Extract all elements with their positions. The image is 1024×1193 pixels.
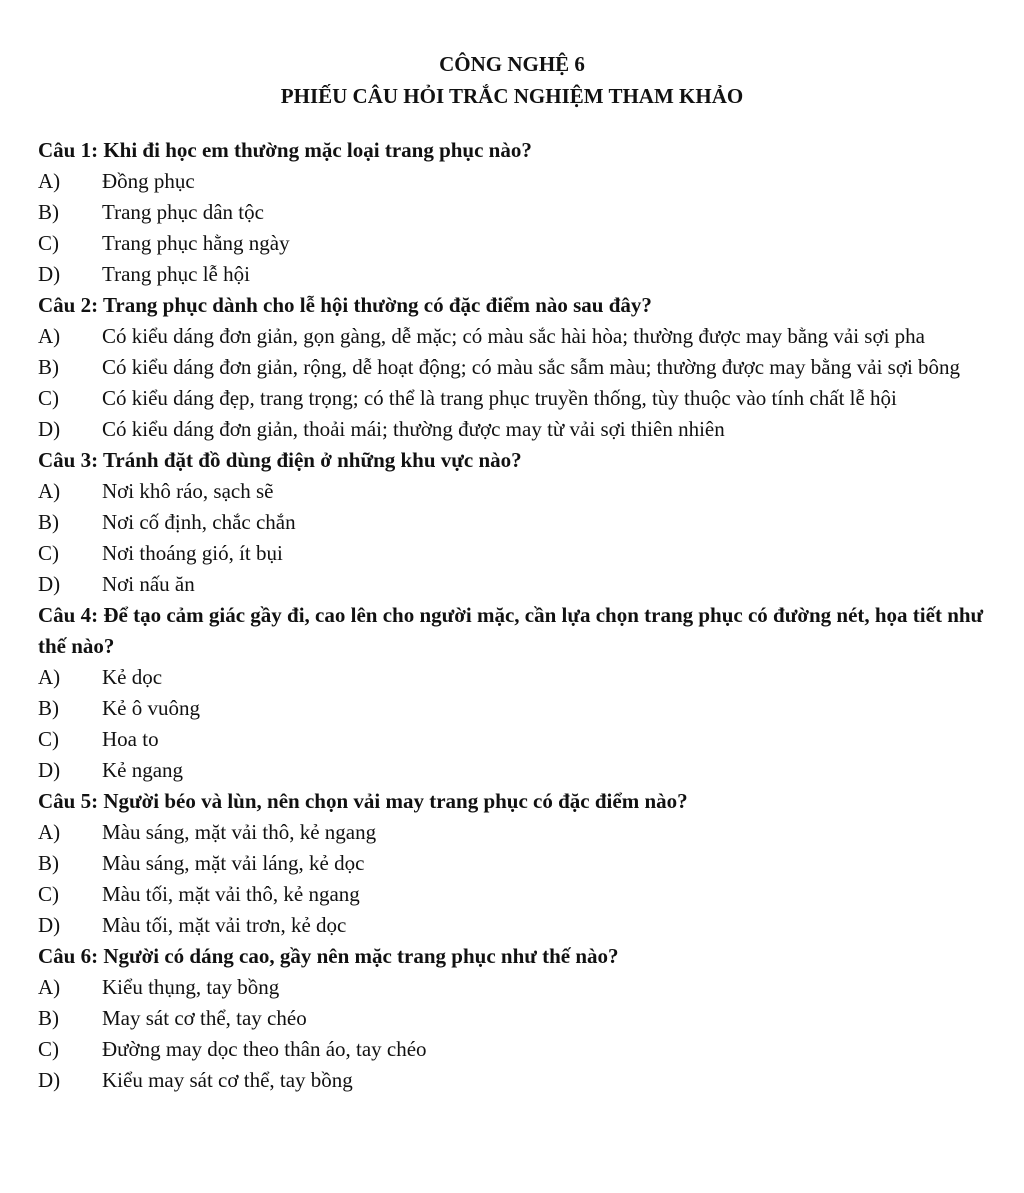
option-text: Kiểu thụng, tay bồng	[102, 975, 280, 999]
option-d	[38, 1065, 986, 1096]
option-letter: B)	[38, 510, 59, 534]
option-text: Có kiểu dáng đơn giản, rộng, dễ hoạt động; có màu sắc sẫm màu; thường được may bằng vải sợi bông	[102, 355, 961, 379]
option-text: Nơi cố định, chắc chắn	[102, 510, 296, 534]
option-text: Màu tối, mặt vải thô, kẻ ngang	[102, 882, 360, 906]
option-c	[38, 538, 986, 569]
option-d	[38, 910, 986, 941]
option-text: Kiểu may sát cơ thể, tay bồng	[102, 1068, 353, 1092]
option-c	[38, 228, 986, 259]
option-letter: C)	[38, 727, 59, 751]
option-text: Nơi thoáng gió, ít bụi	[102, 541, 283, 565]
option-text: Màu tối, mặt vải trơn, kẻ dọc	[102, 913, 347, 937]
option-letter: B)	[38, 696, 59, 720]
option-letter: A)	[38, 169, 61, 193]
question-4	[38, 600, 986, 786]
option-text: Kẻ ngang	[102, 758, 184, 782]
option-text: Nơi nấu ăn	[102, 572, 195, 596]
option-letter: B)	[38, 851, 59, 875]
option-text: May sát cơ thể, tay chéo	[102, 1006, 307, 1030]
option-d	[38, 569, 986, 600]
option-text: Trang phục lễ hội	[102, 262, 250, 286]
option-b	[38, 693, 986, 724]
option-d	[38, 259, 986, 290]
option-text: Nơi khô ráo, sạch sẽ	[102, 479, 274, 503]
question-label: Câu 3: Tránh đặt đồ dùng điện ở những khu vực nào?	[38, 448, 522, 472]
option-letter: B)	[38, 355, 59, 379]
option-letter: B)	[38, 1006, 59, 1030]
option-text: Có kiểu dáng đơn giản, gọn gàng, dễ mặc; có màu sắc hài hòa; thường được may bằng vải sợi pha	[102, 324, 925, 348]
question-2	[38, 290, 986, 445]
option-b	[38, 848, 986, 879]
option-a	[38, 166, 986, 197]
option-c	[38, 724, 986, 755]
option-letter: A)	[38, 665, 61, 689]
document-title: CÔNG NGHỆ 6	[439, 52, 585, 76]
option-letter: C)	[38, 1037, 59, 1061]
option-a	[38, 817, 986, 848]
option-letter: A)	[38, 479, 61, 503]
option-text: Màu sáng, mặt vải thô, kẻ ngang	[102, 820, 377, 844]
option-letter: A)	[38, 975, 61, 999]
option-d	[38, 755, 986, 786]
option-text: Trang phục dân tộc	[102, 200, 264, 224]
question-6	[38, 941, 986, 1096]
option-text: Hoa to	[102, 727, 159, 751]
question-label: Câu 6: Người có dáng cao, gầy nên mặc trang phục như thế nào?	[38, 944, 619, 968]
question-label: Câu 5: Người béo và lùn, nên chọn vải may trang phục có đặc điểm nào?	[38, 789, 688, 813]
option-letter: C)	[38, 231, 59, 255]
option-letter: D)	[38, 417, 61, 441]
option-a	[38, 321, 986, 352]
option-a	[38, 476, 986, 507]
option-b	[38, 197, 986, 228]
option-text: Có kiểu dáng đẹp, trang trọng; có thể là trang phục truyền thống, tùy thuộc vào tính chất lễ hội	[102, 386, 897, 410]
option-letter: B)	[38, 200, 59, 224]
document-subtitle: PHIẾU CÂU HỎI TRẮC NGHIỆM THAM KHẢO	[280, 84, 744, 108]
question-3	[38, 445, 986, 600]
option-text: Đường may dọc theo thân áo, tay chéo	[102, 1037, 427, 1061]
option-d	[38, 414, 986, 445]
option-c	[38, 1034, 986, 1065]
option-text: Màu sáng, mặt vải láng, kẻ dọc	[102, 851, 365, 875]
option-text: Trang phục hằng ngày	[102, 231, 290, 255]
option-letter: C)	[38, 386, 59, 410]
option-c	[38, 879, 986, 910]
question-list	[38, 135, 986, 1096]
question-label: Câu 4: Để tạo cảm giác gầy đi, cao lên cho người mặc, cần lựa chọn trang phục có đường nét, họa tiết như thế nào?	[38, 603, 984, 658]
option-c	[38, 383, 986, 414]
option-letter: D)	[38, 262, 61, 286]
option-letter: C)	[38, 541, 59, 565]
option-a	[38, 972, 986, 1003]
option-text: Kẻ ô vuông	[102, 696, 200, 720]
question-1	[38, 135, 986, 290]
option-letter: D)	[38, 913, 61, 937]
option-text: Kẻ dọc	[102, 665, 163, 689]
question-label: Câu 2: Trang phục dành cho lễ hội thường có đặc điểm nào sau đây?	[38, 293, 652, 317]
option-text: Đồng phục	[102, 169, 195, 193]
question-5	[38, 786, 986, 941]
option-a	[38, 662, 986, 693]
question-label: Câu 1: Khi đi học em thường mặc loại trang phục nào?	[38, 138, 532, 162]
option-letter: D)	[38, 572, 61, 596]
option-b	[38, 1003, 986, 1034]
option-letter: D)	[38, 758, 61, 782]
option-letter: D)	[38, 1068, 61, 1092]
option-b	[38, 352, 986, 383]
option-letter: A)	[38, 324, 61, 348]
option-text: Có kiểu dáng đơn giản, thoải mái; thường được may từ vải sợi thiên nhiên	[102, 417, 725, 441]
option-letter: C)	[38, 882, 59, 906]
document-header	[38, 47, 986, 111]
option-b	[38, 507, 986, 538]
option-letter: A)	[38, 820, 61, 844]
